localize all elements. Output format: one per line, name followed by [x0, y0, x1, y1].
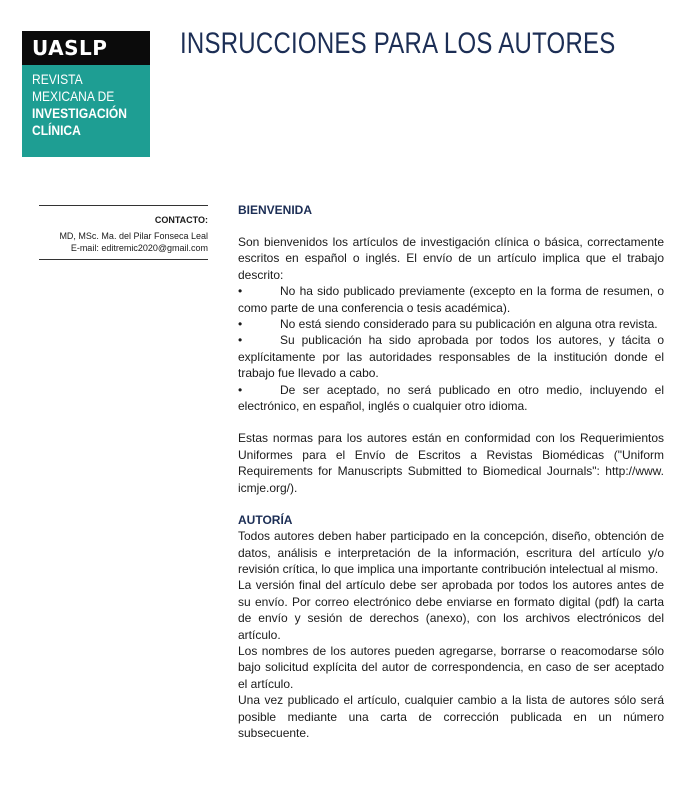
logo-line-3: INVESTIGACIÓN	[32, 105, 128, 121]
bullet-item	[238, 283, 664, 316]
logo-line-1: REVISTA	[32, 71, 83, 87]
main-content	[238, 202, 664, 741]
bullet-symbol: •	[238, 333, 243, 348]
bullet-symbol: •	[238, 317, 243, 332]
logo-line-2: MEXICANA DE	[32, 88, 115, 104]
autoria-paragraph: Los nombres de los autores pueden agregarse, borrarse o reacomodarse sólo bajo solicitud explícita del autor de correspondencia, en caso de ser aceptado el artículo.	[238, 643, 664, 691]
journal-logo	[22, 31, 150, 157]
bullet-text: No ha sido publicado previamente (excepto en la forma de resumen, o como parte de una conferencia o tesis académica).	[238, 284, 664, 315]
autoria-paragraph: Una vez publicado el artículo, cualquier cambio a la lista de autores sólo será posible mediante una carta de corrección publicada en un número subsecuente.	[238, 693, 664, 740]
bullet-item	[238, 332, 664, 381]
autoria-paragraph: La versión final del artículo debe ser aprobada por todos los autores antes de su envío. Por correo electrónico debe enviarse en formato digital (pdf) la carta de envío y sesión de derechos (anexo), con los archivos electrónicos del artículo.	[238, 578, 664, 642]
section-heading-autoria: AUTORÍA	[238, 513, 293, 528]
contact-email: E-mail: editremic2020@gmail.com	[70, 243, 208, 253]
bullet-text: Su publicación ha sido aprobada por todos los autores, y tácita o explícitamente por las autoridades responsables de la institución donde el trabajo fue llevado a cabo.	[238, 333, 664, 381]
section-heading-bienvenida: BIENVENIDA	[238, 203, 313, 217]
bullet-symbol: •	[238, 284, 243, 299]
contact-name: MD, MSc. Ma. del Pilar Fonseca Leal	[59, 231, 208, 241]
bienvenida-closing: Estas normas para los autores están en conformidad con los Requerimientos Uniformes para el Envío de Escritos a Revistas Biomédicas ("Uniform Requirements for Manuscripts Submitted to Biomedical Journals": http://www. icmje.org/).	[238, 431, 664, 495]
logo-journal-name	[22, 65, 150, 157]
bullet-text: De ser aceptado, no será publicado en otro medio, incluyendo el electrónico, en español, inglés o cualquier otro idioma.	[238, 382, 664, 414]
bienvenida-intro: Son bienvenidos los artículos de investigación clínica o básica, correctamente escritos en español o inglés. El envío de un artículo implica que el trabajo descrito:	[238, 235, 664, 282]
page-title: INSRUCCIONES PARA LOS AUTORES	[180, 27, 616, 60]
contact-box	[39, 205, 208, 260]
logo-university-name: UASLP	[22, 31, 150, 65]
contact-heading: CONTACTO:	[154, 215, 208, 225]
logo-line-4: CLÍNICA	[32, 122, 81, 138]
bullet-item	[238, 316, 664, 332]
bullet-text: No está siendo considerado para su publicación en alguna otra revista.	[280, 317, 658, 332]
bullet-item	[238, 382, 664, 415]
bullet-symbol: •	[238, 382, 243, 397]
autoria-paragraph: Todos autores deben haber participado en la concepción, diseño, obtención de datos, análisis e interpretación de la información, escritura del artículo y/o revisión crítica, lo que implica una importante contribución intelectual al mismo.	[238, 529, 664, 576]
